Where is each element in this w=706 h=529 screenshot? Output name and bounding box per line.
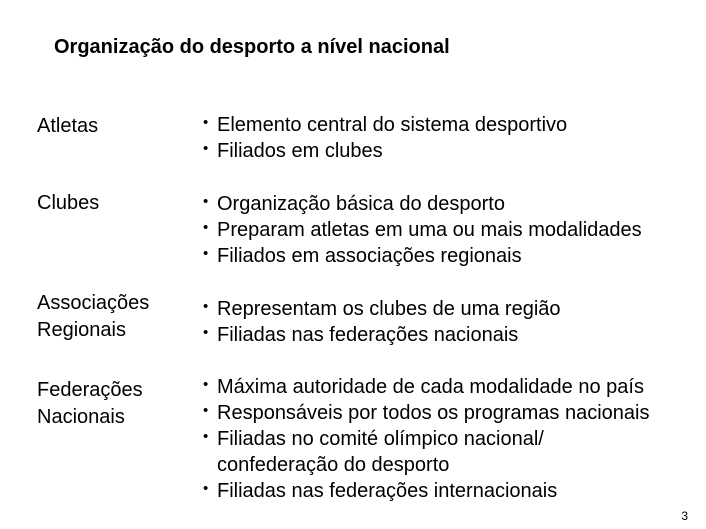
bullet-icon: • [203, 376, 209, 393]
bullet-icon: • [203, 193, 209, 210]
bullet-list-associacoes [190, 296, 561, 348]
bullet-item: • Elemento central do sistema desportivo [203, 114, 568, 136]
bullet-icon: • [203, 114, 209, 131]
bullet-item: • Preparam atletas em uma ou mais modalidades [203, 219, 642, 241]
bullet-icon: • [203, 324, 209, 341]
bullet-list-atletas [190, 112, 567, 164]
row-label-clubes: Clubes [37, 192, 100, 214]
bullet-item: • Filiadas no comité olímpico nacional/ [203, 428, 544, 450]
row-label-federacoes-nacionais [37, 377, 143, 431]
bullet-item: • Filiadas nas federações nacionais [203, 324, 519, 346]
row-label-line: Regionais [37, 319, 126, 341]
bullet-item: • Máxima autoridade de cada modalidade no país [203, 376, 644, 398]
bullet-list-federacoes [190, 374, 649, 504]
bullet-icon: • [203, 140, 209, 157]
row-label-line: Associações [37, 292, 150, 314]
bullet-item: • Representam os clubes de uma região [203, 298, 561, 320]
row-label-atletas: Atletas [37, 115, 99, 137]
bullet-icon: • [203, 480, 209, 497]
bullet-item: • Organização básica do desporto [203, 193, 505, 215]
bullet-icon: • [203, 428, 209, 445]
bullet-icon: • [203, 402, 209, 419]
bullet-item: • Filiados em associações regionais [203, 245, 522, 267]
bullet-item: • Filiadas nas federações internacionais [203, 480, 558, 502]
row-label-associacoes-regionais [37, 290, 149, 344]
page-number: 3 [681, 509, 688, 523]
bullet-icon: • [203, 219, 209, 236]
bullet-icon: • [203, 298, 209, 315]
bullet-icon: • [203, 245, 209, 262]
bullet-item: • Responsáveis por todos os programas nacionais [203, 402, 650, 424]
bullet-item: • Filiados em clubes [203, 140, 383, 162]
bullet-list-clubes [190, 191, 642, 269]
row-label-line: Federações [37, 379, 143, 401]
bullet-continuation: confederação do desporto [217, 454, 450, 476]
page-title: Organização do desporto a nível nacional [54, 36, 450, 58]
row-label-line: Nacionais [37, 406, 125, 428]
